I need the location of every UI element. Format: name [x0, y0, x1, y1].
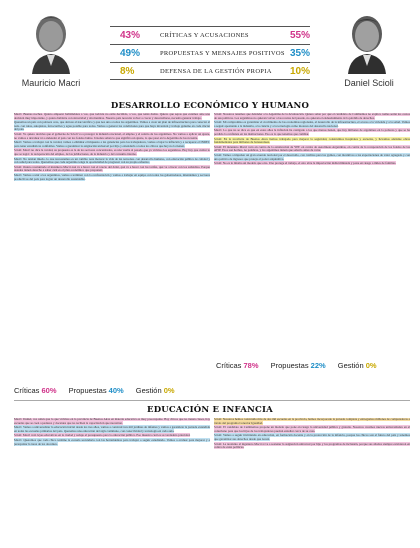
score-left-value: 49% [120, 48, 141, 59]
section-divider [14, 400, 410, 401]
right-candidate-name: Daniel Scioli [344, 78, 394, 88]
section-title-desarrollo: DESARROLLO ECONÓMICO Y HUMANO [110, 101, 310, 111]
summary-item [14, 386, 57, 395]
summary-value: 0% [365, 361, 377, 370]
transcript-paragraph [214, 418, 410, 425]
section-title-educacion: EDUCACIÓN E INFANCIA [147, 405, 273, 415]
transcript-paragraph [214, 146, 410, 153]
highlighted-text: Scioli: Nosotros tenemos que defender a la Argentina de la devaluación. Quiero saber por qué el candidato de Cambiemos no explica cuáles serán los costos de sus políticas. Los argentinos no quieren volver a las recetas del pasado, no quieren el endeudamiento ni la pérdida de derechos. [214, 113, 410, 120]
summary-label: Críticas [14, 386, 40, 395]
summary-value: 40% [108, 386, 124, 395]
transcript-paragraph [14, 426, 210, 433]
transcript-paragraph [14, 418, 210, 425]
score-row-gestion [110, 62, 310, 80]
scioli-portrait-icon [338, 8, 396, 74]
score-right-value: 10% [289, 66, 310, 77]
transcript-column-2 [214, 113, 410, 350]
transcript-paragraph [14, 174, 210, 181]
summary-item [338, 361, 377, 370]
score-left-value: 8% [120, 66, 135, 77]
transcript-paragraph [214, 154, 410, 161]
score-right-value: 55% [289, 30, 310, 41]
transcript-paragraph [214, 162, 410, 166]
summary-item [271, 361, 326, 370]
transcript-paragraph [214, 434, 410, 441]
transcript-column-1 [14, 113, 210, 381]
transcript-paragraph [14, 133, 210, 140]
highlighted-text: Macri: Buenas noches. Quiero empezar hablándoles a vos, que todavía no estás decidido, a vos, que tenés dudas. Quiero que sepas que estamos ante una decisión muy importante, y quiero hablarte con sinceridad y sin mentiras. Nuestro país necesita volver a crecer y desarrollarse, necesita generar trabajo. [14, 113, 210, 120]
header [0, 0, 420, 100]
transcript-paragraph [214, 113, 410, 120]
score-left-value: 43% [120, 30, 141, 41]
highlighted-text: Scioli: Vamos a seguir invirtiendo en educación, en formación docente y en la protección de la infancia, porque los chicos son el futuro del país y tenemos que garantizar sus derechos desde que nacen. [214, 433, 410, 441]
summary-left [14, 386, 185, 395]
transcript-paragraph [14, 113, 210, 120]
highlighted-text: Scioli: Quiero preguntarle al ingeniero Macri qué va a hacer con el precio del dólar, qué va a hacer con las tarifas, qué va a hacer con los subsidios. Porque ustedes tienen derecho a saber cuál es el plan económico que proponen. [14, 164, 210, 173]
summary-value: 22% [310, 361, 326, 370]
score-right-value: 35% [289, 48, 310, 59]
score-label: DEFENSA DE LA GESTIÓN PROPIA [160, 68, 272, 75]
summary-label: Gestión [135, 386, 162, 395]
transcript-column-4 [214, 418, 410, 546]
score-label: CRÍTICAS Y ACUSACIONES [160, 32, 249, 39]
transcript-paragraph [14, 158, 210, 165]
summary-item [69, 386, 124, 395]
transcript-paragraph [14, 149, 210, 156]
highlighted-text: Scioli: Mi compromiso es garantizar el crecimiento de las economías regionales, el desarrollo de la infraestructura, el acceso a la vivienda y a la salud. Vamos a seguir apostando a la industria, a la ciencia y a la tecnología como motores del desarrollo nacional. [214, 120, 410, 128]
highlighted-text: Macri: Queremos que cada chico termine la escuela secundaria con las herramientas para trabajar o seguir estudiando. Vamos a evaluar para mejorar y a jerarquizar la tarea de los docentes. [14, 437, 210, 446]
summary-label: Propuestas [270, 361, 309, 370]
summary-label: Propuestas [68, 386, 107, 395]
highlighted-text: Scioli: No es lo mismo un modelo que otro. Uno protege el trabajo, el otro abre la importación indiscriminada y pone en riesgo a miles de familias. [214, 161, 397, 166]
transcript-column-3 [14, 418, 210, 546]
highlighted-text: Macri: Daniel, vos sabés que lo que vivimos en la provincia de Buenos Aires en materia educativa es muy preocupante. Hay chicos que no tienen clases, hay escuelas que se caen a pedazos y docentes que no reciben la capacitación que necesitan. [14, 418, 210, 425]
transcript-paragraph [214, 426, 410, 433]
score-row-criticas [110, 26, 310, 44]
highlighted-text: Scioli: Yo quiero decirles que el gobierno de Scioli va a proteger la industria nacional, el empleo y el salario de los argentinos. No vamos a aplicar un ajuste, no vamos a devaluar ni a endeudar al país con los fondos buitre. Ustedes saben lo que significa un ajuste, lo que pasó en la Argentina de los noventa. [14, 131, 210, 140]
highlighted-text: Scioli: En la provincia de Buenos Aires hemos trabajado para mejorar la seguridad, construimos hospitales y escuelas, y llevamos adelante obras fundamentales para millones de bonaerenses. [214, 136, 410, 145]
highlighted-text: Macri: Vamos a universalizar la educación inicial desde los tres años, vamos a construir tres mil jardines de infantes y vamos a garantizar la jornada extendida en todas las escuelas primarias del país. Queremos una educación del siglo veintiuno, con conectividad y tecnología en cada aula. [14, 425, 210, 433]
transcript-paragraph [214, 121, 410, 128]
score-label: PROPUESTAS Y MENSAJES POSITIVOS [160, 50, 285, 57]
highlighted-text: Scioli: Nosotros hemos construido más de dos mil escuelas en la provincia, hemos incorporado la jornada completa y entregamos millones de computadoras a través del programa Conectar Igualdad. [214, 418, 410, 425]
score-row-propuestas [110, 44, 310, 62]
summary-item [216, 361, 259, 370]
score-table [110, 26, 310, 80]
highlighted-text: Queremos un país con pobreza cero, que derrote al narcotráfico y que nos una a todos los argentinos. Vamos a crear un plan de infraestructura para conectar al país, con rutas, autopistas, ferrocarriles y agua potable para todos. Vamos a generar las condiciones para que haya inversión y trabajo genuino en cada rincón del país. [14, 120, 210, 132]
highlighted-text: Scioli: Macri no dice la verdad, su propuesta es la de los sectores concentrados, es una vuelta al pasado que ya vivimos los argentinos. Hoy hay que cuidar lo que se logró: la recuperación del empleo, de las jubilaciones, de la industria y del consumo interno. [14, 148, 210, 156]
transcript-paragraph [14, 439, 210, 446]
highlighted-text: Scioli: El ingeniero Macri votó en contra de la estatización de YPF, en contra de Aerolíneas Argentinas, en contra de la recuperación de los fondos de las AFJP. Esos son hechos, no palabras, y los argentinos tienen que saberlo antes de votar. [214, 144, 410, 153]
summary-value: 0% [163, 386, 175, 395]
transcript-paragraph [214, 129, 410, 136]
transcript-paragraph [14, 141, 210, 148]
highlighted-text: Macri: Lo que no se dice es que en estos años la inflación ha castigado a los que menos tienen, que hay millones de argentinos en la pobreza y que se ha perdido la confianza en las instituciones. Eso es lo que tenemos que cambiar. [214, 128, 410, 136]
summary-item [136, 386, 175, 395]
highlighted-text: Scioli: El candidato de Cambiemos propone un modelo que pone en riesgo la universidad pública y gratuita. Nosotros creamos nuevas universidades en el conurbano para que los hijos de los trabajadores puedan estudiar cerca de su casa. [214, 425, 410, 433]
transcript-paragraph [14, 121, 210, 132]
summary-label: Críticas [216, 361, 242, 370]
transcript-paragraph [214, 138, 410, 145]
summary-label: Gestión [337, 361, 364, 370]
transcript-paragraph [14, 166, 210, 173]
highlighted-text: Scioli: Vamos a impulsar un gran acuerdo nacional por el desarrollo, con créditos para las pymes, con incentivos a las exportaciones de valor agregado y con una política de ingresos que proteja el poder adquisitivo. [214, 152, 410, 161]
summary-right [216, 361, 387, 370]
macri-portrait-icon [22, 8, 80, 74]
summary-value: 78% [243, 361, 259, 370]
left-candidate-name: Mauricio Macri [21, 78, 81, 88]
highlighted-text: Macri: Vamos a unir a los argentinos, vamos a terminar con la confrontación y vamos a trabajar en equipo con todos los gobernadores, intendentes y sectores productivos del país para lograr un desarrollo sustentable. [14, 172, 210, 181]
highlighted-text: Scioli: Le pregunto al ingeniero Macri si va a sostener la asignación universal por hijo y los programas de inclusión, porque sus aliados siempre estuvieron en contra de estas políticas. [214, 441, 410, 450]
highlighted-text: Macri: Vamos a trabajar con la verdad, vamos a eliminar el impuesto a las ganancias para los trabajadores, vamos a bajar la inflación y a recuperar el INDEC para tener estadísticas confiables. Vamos a garantizar la asignación universal por hijo y extenderla a todos los chicos que hoy no la tienen. [14, 140, 210, 148]
highlighted-text: Scioli: Macri vetó leyes educativas en la ciudad y redujo el presupuesto para la educación pública. Eso muestra cuál es su verdadera prioridad. [14, 433, 191, 438]
highlighted-text: Macri: No tengan miedo, lo que proponemos es un cambio para mejorar la vida de las personas, con desarrollo humano, con educación pública de calidad y con salud para todos. Queremos que cada argentino tenga la oportunidad de progresar con su propio esfuerzo. [14, 156, 210, 165]
transcript-paragraph [214, 443, 410, 450]
summary-value: 60% [41, 386, 57, 395]
